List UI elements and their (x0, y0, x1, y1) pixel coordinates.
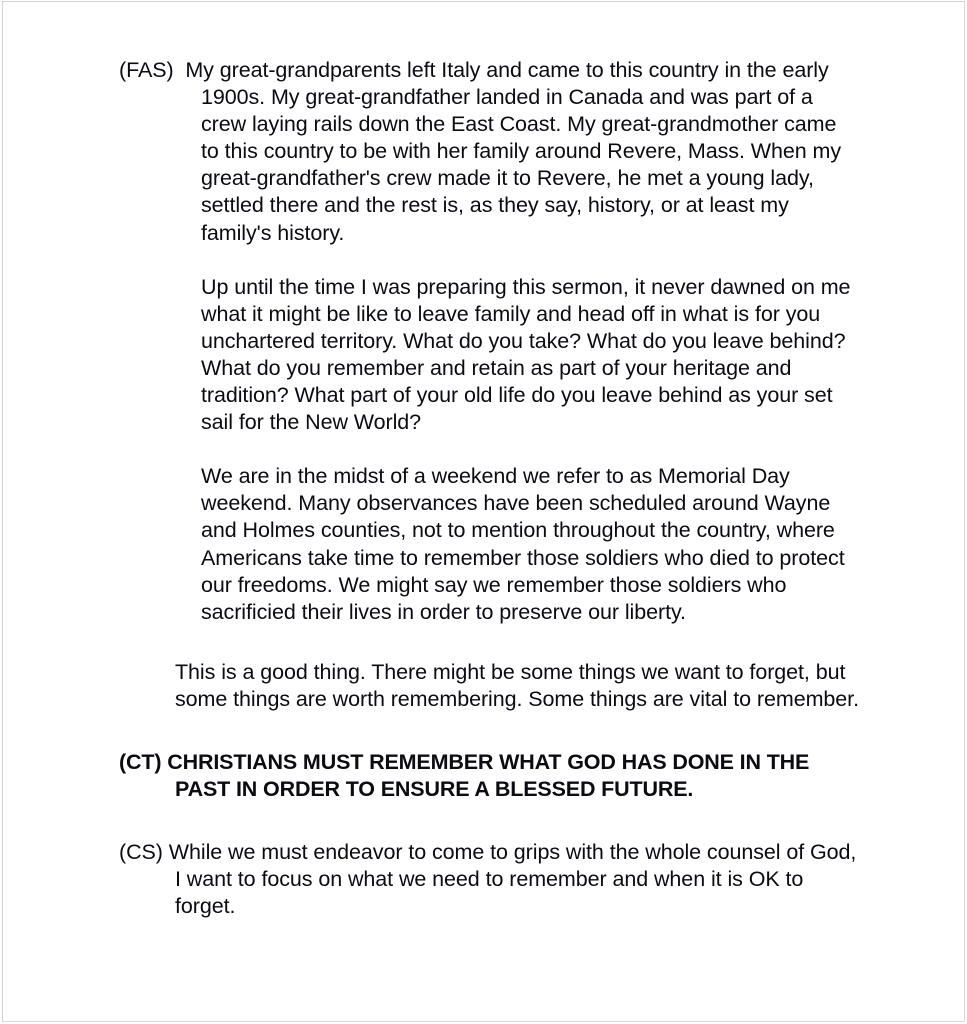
paragraph-memorial-day (119, 463, 859, 626)
marker-fas: (FAS) (119, 58, 174, 82)
document-page-sheet (2, 1, 965, 1022)
paragraph-good-thing (119, 659, 859, 713)
paragraph-central-statement-text: While we must endeavor to come to grips with the whole counsel of God, I want to focus on what we need to remember and when it is OK to forget. (168, 840, 857, 919)
block-spacer (119, 626, 859, 659)
paragraph-unchartered-territory-text: Up until the time I was preparing this sermon, it never dawned on me what it might be like to leave family and head off in what is for you unchartered territory. What do you take? What do you leave behind? What do you remember and retain as part of your heritage and tradition? What part of your old life do you leave behind as your set sail for the New World? (201, 274, 851, 435)
heading-spacer (119, 713, 859, 749)
paragraph-fas-intro (119, 57, 859, 247)
marker-ct: (CT) (119, 749, 162, 774)
heading-central-truth (119, 749, 859, 803)
marker-fas-spacer (174, 58, 186, 82)
marker-cs: (CS) (119, 840, 163, 865)
paragraph-good-thing-text: This is a good thing. There might be some things we want to forget, but some things are worth remembering. Some things are vital to remember. (175, 659, 859, 711)
heading-spacer (119, 803, 859, 839)
paragraph-memorial-day-text: We are in the midst of a weekend we refer to as Memorial Day weekend. Many observances have been scheduled around Wayne and Holmes counties, not to mention throughout the country, where Americans take time to remember those soldiers who died to protect our freedoms. We might say we remember those soldiers who sacrificied their lives in order to preserve our liberty. (201, 464, 845, 624)
document-text-body (119, 57, 859, 920)
heading-central-truth-text: CHRISTIANS MUST REMEMBER WHAT GOD HAS DONE IN THE PAST IN ORDER TO ENSURE A BLESSED FUTURE. (167, 749, 810, 802)
paragraph-spacer (119, 247, 859, 274)
paragraph-unchartered-territory (119, 274, 859, 437)
paragraph-fas-intro-text: My great-grandparents left Italy and came to this country in the early 1900s. My great-grandfather landed in Canada and was part of a crew laying rails down the East Coast. My great-grandmother came to this country to be with her family around Revere, Mass. When my great-grandfather's crew made it to Revere, he met a young lady, settled there and the rest is, as they say, history, or at least my family's history. (185, 58, 841, 245)
paragraph-spacer (119, 436, 859, 463)
paragraph-central-statement (119, 839, 859, 920)
